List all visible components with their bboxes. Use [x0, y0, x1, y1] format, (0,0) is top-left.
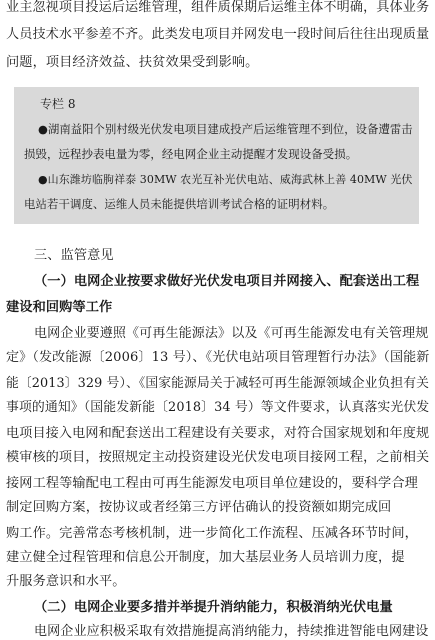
sidebar-item-line: 损毁，远程抄表电量为零，经电网企业主动提醒才发现设备受损。	[24, 147, 358, 161]
sidebar-title: 专栏 8	[40, 97, 76, 111]
body-line: 电项目接入电网和配套送出工程建设有关要求，对符合国家规划和年度规	[6, 426, 430, 441]
sidebar-item-line: ●湖南益阳个别村级光伏发电项目建成投产后运维管理不到位，设备遭雷击	[38, 123, 413, 136]
body-line: 购工作。完善常态考核机制，进一步简化工作流程、压减各环节时间，	[6, 526, 418, 541]
intro-line: 问题，项目经济效益、扶贫效果受到影响。	[6, 55, 259, 70]
intro-line: 业主忽视项目投运后运维管理，组件质保期后运维主体不明确，具体业务	[6, 0, 430, 15]
section-heading: 三、监管意见	[34, 248, 114, 263]
body-line: 模审核的项目，按照规定主动投资建设光伏发电项目接网工程，之前相关	[6, 450, 430, 465]
sidebar-box	[14, 87, 419, 224]
body-line: 定》（发改能源〔2006〕13 号）、《光伏电站项目管理暂行办法》（国能新	[6, 350, 430, 365]
body-line: 接网工程等输配电工程由可再生能源发电项目单位建设的，要科学合理	[6, 476, 418, 491]
body-line: 制定回购方案，按协议或者经第三方评估确认的投资额如期完成回	[6, 500, 392, 515]
body-line: 事项的通知》（国能发新能〔2018〕34 号）等文件要求，认真落实光伏发	[6, 400, 430, 415]
intro-line: 人员技术水平参差不齐。此类发电项目并网发电一段时间后往往出现质量	[6, 27, 430, 42]
subsection-heading: 建设和回购等工作	[6, 300, 113, 315]
subsection-heading: （二）电网企业要多措并举提升消纳能力，积极消纳光伏电量	[34, 600, 393, 615]
body-line: 能〔2013〕329 号）、《国家能源局关于减轻可再生能源领域企业负担有关	[6, 376, 430, 391]
body-line: 电网企业应积极采取有效措施提高消纳能力，持续推进智能电网建设	[34, 624, 429, 639]
body-line: 建立健全过程管理和信息公开制度，加大基层业务人员培训力度，提	[6, 550, 405, 565]
sidebar-item-line: 电站若干调度、运维人员未能提供培训考试合格的证明材料。	[24, 197, 335, 211]
body-line: 升服务意识和水平。	[6, 574, 126, 589]
sidebar-item-line: ●山东潍坊临朐祥泰 30MW 农光互补光伏电站、威海武林上善 40MW 光伏	[38, 173, 413, 186]
subsection-heading: （一）电网企业按要求做好光伏发电项目并网接入、配套送出工程	[34, 274, 420, 289]
body-line: 电网企业要遵照《可再生能源法》以及《可再生能源发电有关管理规	[34, 326, 429, 341]
